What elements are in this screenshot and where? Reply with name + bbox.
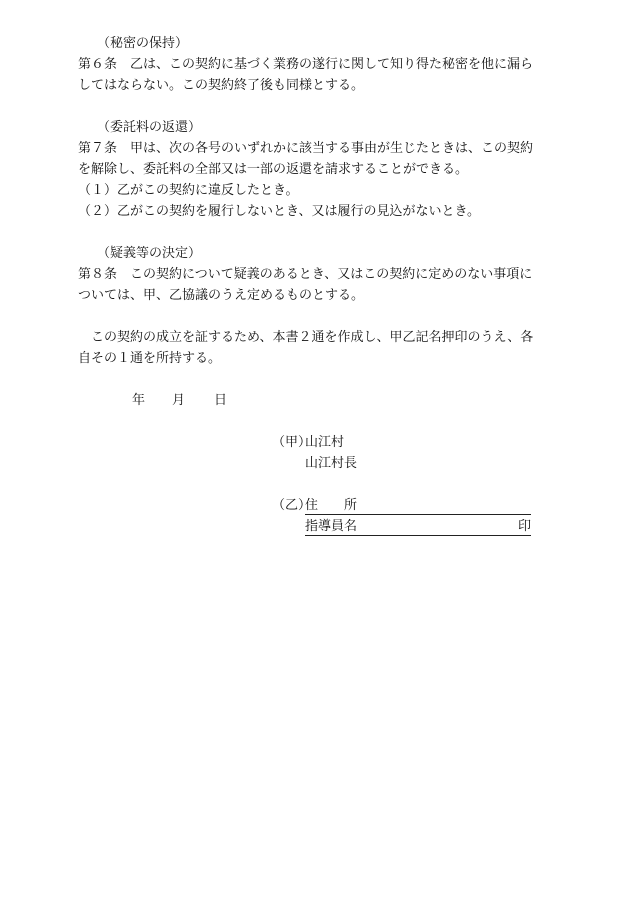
date-month-label: 月 [172,393,186,408]
party-b-address-label: 住 所 [305,498,358,513]
spacer [78,411,552,432]
party-a-row [78,432,552,453]
article-6-heading: （秘密の保持） [97,36,189,51]
article-6-line-1: 第６条 乙は、この契約に基づく業務の遂行に関して知り得た秘密を他に漏ら [78,57,534,72]
party-b-role: （乙） [272,498,312,513]
party-b-address-field[interactable] [305,495,531,515]
party-b-representative-row [78,516,552,537]
article-6-line-2: してはならない。この契約終了後も同様とする。 [78,78,365,93]
date-day-label: 日 [214,393,228,408]
article-7-item-2: （２）乙がこの契約を履行しないとき、又は履行の見込がないとき。 [78,204,480,219]
party-b-address-row [78,495,552,516]
date-year-label: 年 [132,393,146,408]
article-7-line-2: を解除し、委託料の全部又は一部の返還を請求することができる。 [78,162,469,177]
spacer [78,474,552,495]
spacer [78,369,552,390]
spacer [78,222,552,243]
article-7-heading: （委託料の返還） [97,120,202,135]
article-7-line-1: 第７条 甲は、次の各号のいずれかに該当する事由が生じたときは、この契約 [78,141,534,156]
party-b-representative-label: 指導員名 [305,519,358,534]
spacer [78,306,552,327]
article-8-line-2: ついては、甲、乙協議のうえ定めるものとする。 [78,288,365,303]
party-a-title-row [78,453,552,474]
date-row [78,390,552,411]
party-a-name: 山江村 [305,435,345,450]
article-8-heading: （疑義等の決定） [97,246,202,261]
party-a-role: （甲） [272,435,312,450]
article-8-line-1: 第８条 この契約について疑義のあるとき、又はこの契約に定めのない事項に [78,267,533,282]
party-a-title: 山江村長 [305,456,358,471]
closing-line-1: この契約の成立を証するため、本書２通を作成し、甲乙記名押印のうえ、各 [78,330,534,345]
closing-line-2: 自その１通を所持する。 [78,351,222,366]
spacer [78,96,552,117]
party-b-representative-field[interactable] [305,516,531,536]
seal-mark: 印 [517,519,531,534]
article-7-item-1: （１）乙がこの契約に違反したとき。 [78,183,299,198]
